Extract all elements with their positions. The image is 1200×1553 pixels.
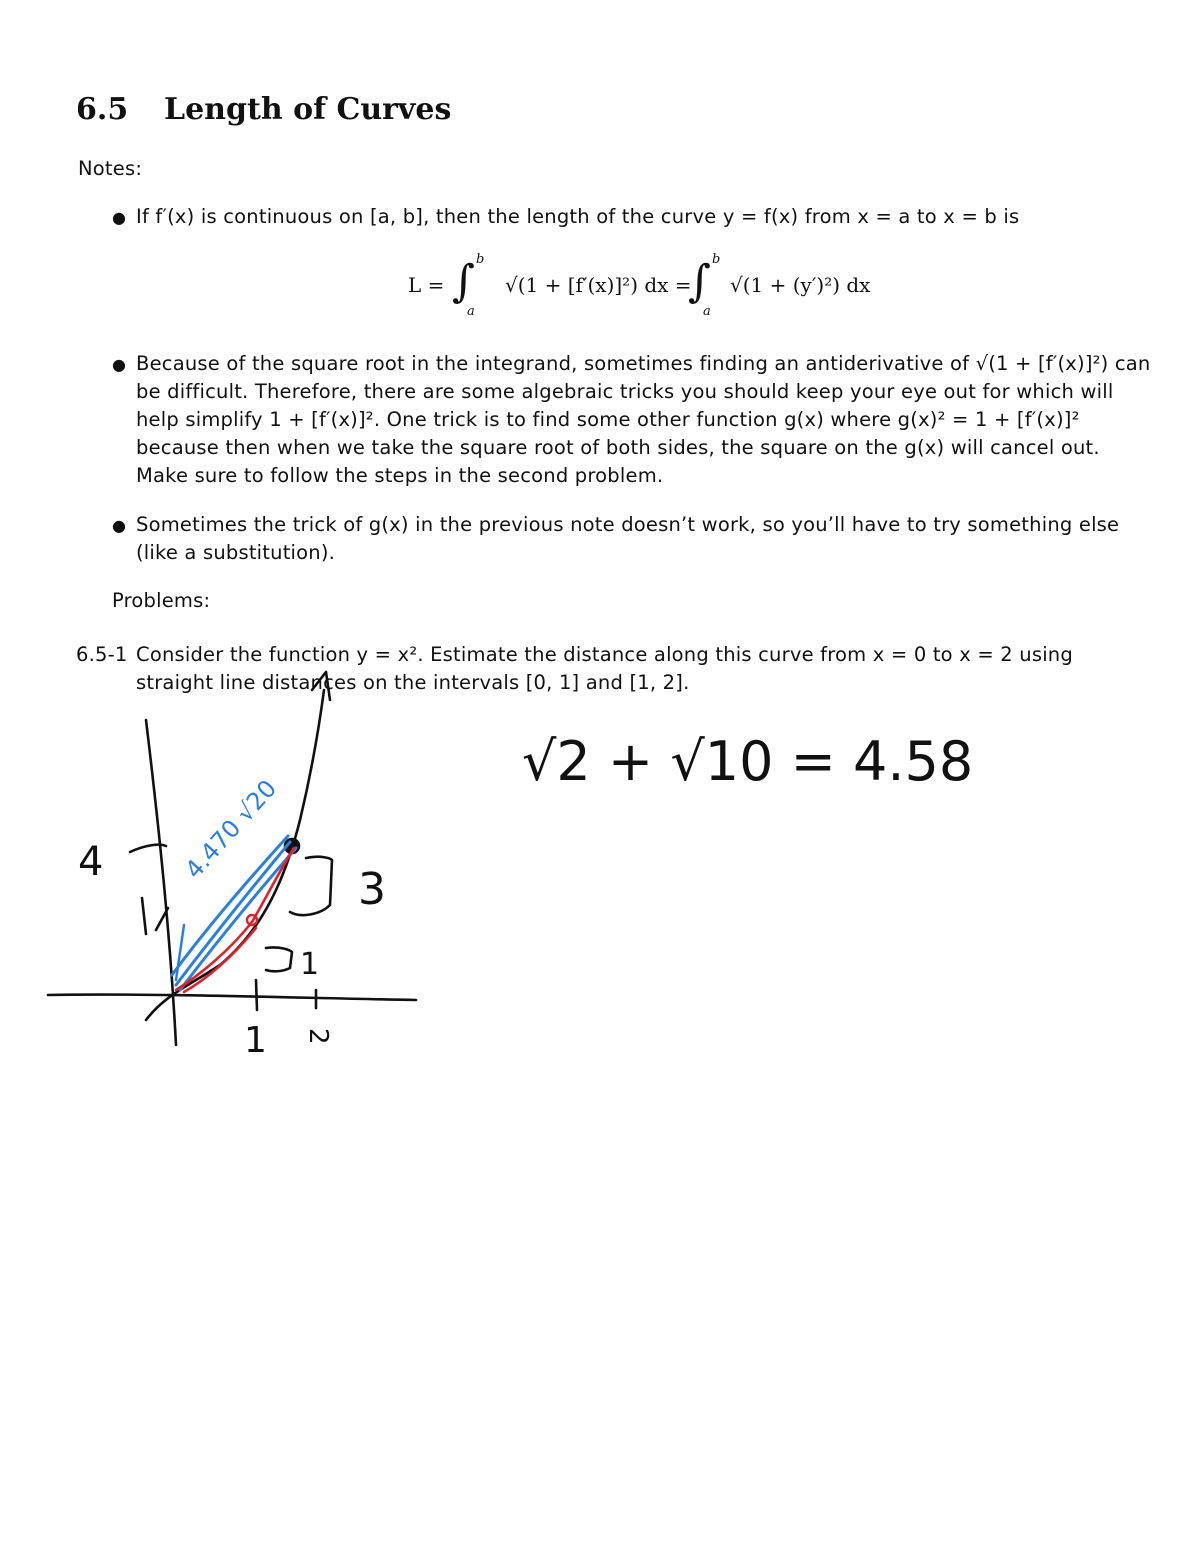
blue-chord-lower: [176, 925, 184, 980]
integral-2-upper: b: [712, 252, 721, 267]
problem-number: 6.5-1: [76, 643, 128, 666]
formula-lhs: L =: [408, 273, 445, 297]
bullet-2-line-4: because then when we take the square root of both sides, the square on the g(x) will cancel out.: [136, 436, 1100, 459]
x-tick-1-label: 1: [244, 1020, 267, 1061]
integral-1-upper: b: [476, 252, 485, 267]
integral-sign-1: ∫: [452, 256, 475, 307]
x-tick-2-label: 2: [303, 1028, 333, 1045]
problem-line-1: Consider the function y = x². Estimate the distance along this curve from x = 0 to x = 2 using: [136, 643, 1073, 666]
curve-top: [312, 672, 330, 700]
y-bracket: [142, 898, 168, 934]
x-axis: [48, 995, 416, 1000]
formula-integrand-2: √(1 + (y′)²) dx: [730, 273, 871, 297]
bullet-2-line-2: be difficult. Therefore, there are some algebraic tricks you should keep your eye out for which will: [136, 380, 1114, 403]
x-tick-1: [256, 980, 257, 1010]
parabola-curve: [146, 690, 324, 1020]
notes-label: Notes:: [78, 157, 143, 180]
bullet-dot: ●: [112, 208, 126, 227]
section-number: 6.5: [76, 92, 129, 127]
integral-1-lower: a: [467, 304, 475, 319]
bullet-3-line-1: Sometimes the trick of g(x) in the previous note doesn’t work, so you’ll have to try something else: [136, 513, 1120, 536]
bullet-2-line-3: help simplify 1 + [f′(x)]². One trick is to find some other function g(x) where g(x)² = 1 + [f′(x)]²: [136, 408, 1080, 431]
handwritten-answer: √2 + √10 = 4.58: [522, 730, 974, 793]
blue-chord-label: 4.470 √20: [179, 774, 283, 885]
bracket-1-label: 1: [300, 947, 320, 982]
problems-label: Problems:: [112, 589, 211, 612]
bracket-3: [290, 857, 332, 915]
bullet-2-line-5: Make sure to follow the steps in the second problem.: [136, 464, 664, 487]
bullet-1-text: If f′(x) is continuous on [a, b], then the length of the curve y = f(x) from x = a to x = b is: [136, 205, 1020, 228]
y-tick-label: 4: [78, 839, 104, 885]
bullet-3-line-2: (like a substitution).: [136, 541, 336, 564]
formula-integrand-1: √(1 + [f′(x)]²) dx =: [505, 273, 692, 297]
problem-line-2: straight line distances on the intervals [0, 1] and [1, 2].: [136, 671, 690, 694]
bracket-3-label: 3: [358, 864, 386, 915]
integral-2-lower: a: [703, 304, 711, 319]
bullet-dot: ●: [112, 516, 126, 535]
integral-sign-2: ∫: [688, 256, 711, 307]
bracket-1: [266, 947, 292, 971]
bullet-dot: ●: [112, 355, 126, 374]
section-title: Length of Curves: [164, 92, 452, 127]
bullet-2-line-1: Because of the square root in the integrand, sometimes finding an antiderivative of √(1 + [f′(x)]²) can: [136, 352, 1151, 375]
